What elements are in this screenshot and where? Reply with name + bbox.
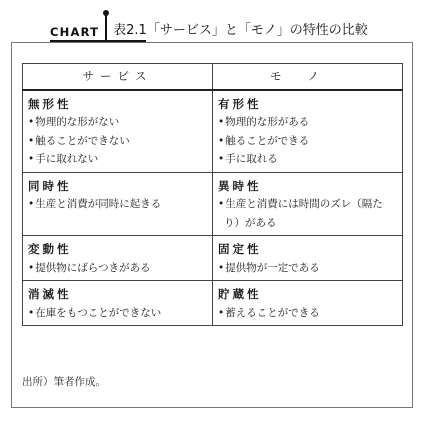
header-divider: [105, 14, 107, 42]
service-property-title: 同時性: [28, 178, 72, 193]
list-item: • 生産と消費には時間のズレ（隔たり）がある: [218, 195, 398, 232]
comparison-table: [22, 63, 403, 326]
goods-property-title: 固定性: [218, 242, 262, 256]
table-row: [23, 90, 403, 173]
table-row: [23, 281, 403, 326]
service-property-title: 変動性: [28, 242, 72, 256]
goods-cell: [213, 281, 403, 326]
service-property-title: 消滅性: [28, 287, 72, 301]
list-item: • 提供物が一定である: [218, 259, 398, 278]
goods-cell: [213, 236, 403, 281]
list-item: • 手に取れない: [28, 150, 208, 169]
list-item: • 生産と消費が同時に起きる: [28, 195, 208, 214]
list-item: • 触ることができない: [28, 132, 208, 151]
chart-tag: CHART: [50, 25, 100, 39]
service-property-title: 無形性: [28, 96, 72, 111]
table-row: [23, 172, 403, 236]
goods-cell: [213, 90, 403, 173]
source-note: 出所）筆者作成。: [22, 376, 106, 388]
chart-header: [50, 14, 368, 42]
header-goods: モノ: [213, 64, 403, 90]
list-item: • 物理的な形がある: [218, 113, 398, 132]
divider-dot: [103, 10, 109, 16]
list-item: • 在庫をもつことができない: [28, 304, 208, 323]
table-header-row: [23, 64, 403, 90]
service-cell: [23, 236, 213, 281]
list-item: • 触ることができる: [218, 132, 398, 151]
table-title: 表2.1「サービス」と「モノ」の特性の比較: [113, 23, 368, 38]
service-cell: [23, 90, 213, 173]
list-item: • 物理的な形がない: [28, 113, 208, 132]
goods-property-title: 有形性: [218, 96, 262, 111]
list-item: • 手に取れる: [218, 150, 398, 169]
goods-cell: [213, 172, 403, 236]
list-item: • 提供物にばらつきがある: [28, 259, 208, 278]
goods-property-title: 貯蔵性: [218, 287, 262, 301]
service-cell: [23, 281, 213, 326]
table-row: [23, 236, 403, 281]
list-item: • 蓄えることができる: [218, 304, 398, 323]
header-service: サービス: [23, 64, 213, 90]
service-cell: [23, 172, 213, 236]
goods-property-title: 異時性: [218, 178, 262, 193]
